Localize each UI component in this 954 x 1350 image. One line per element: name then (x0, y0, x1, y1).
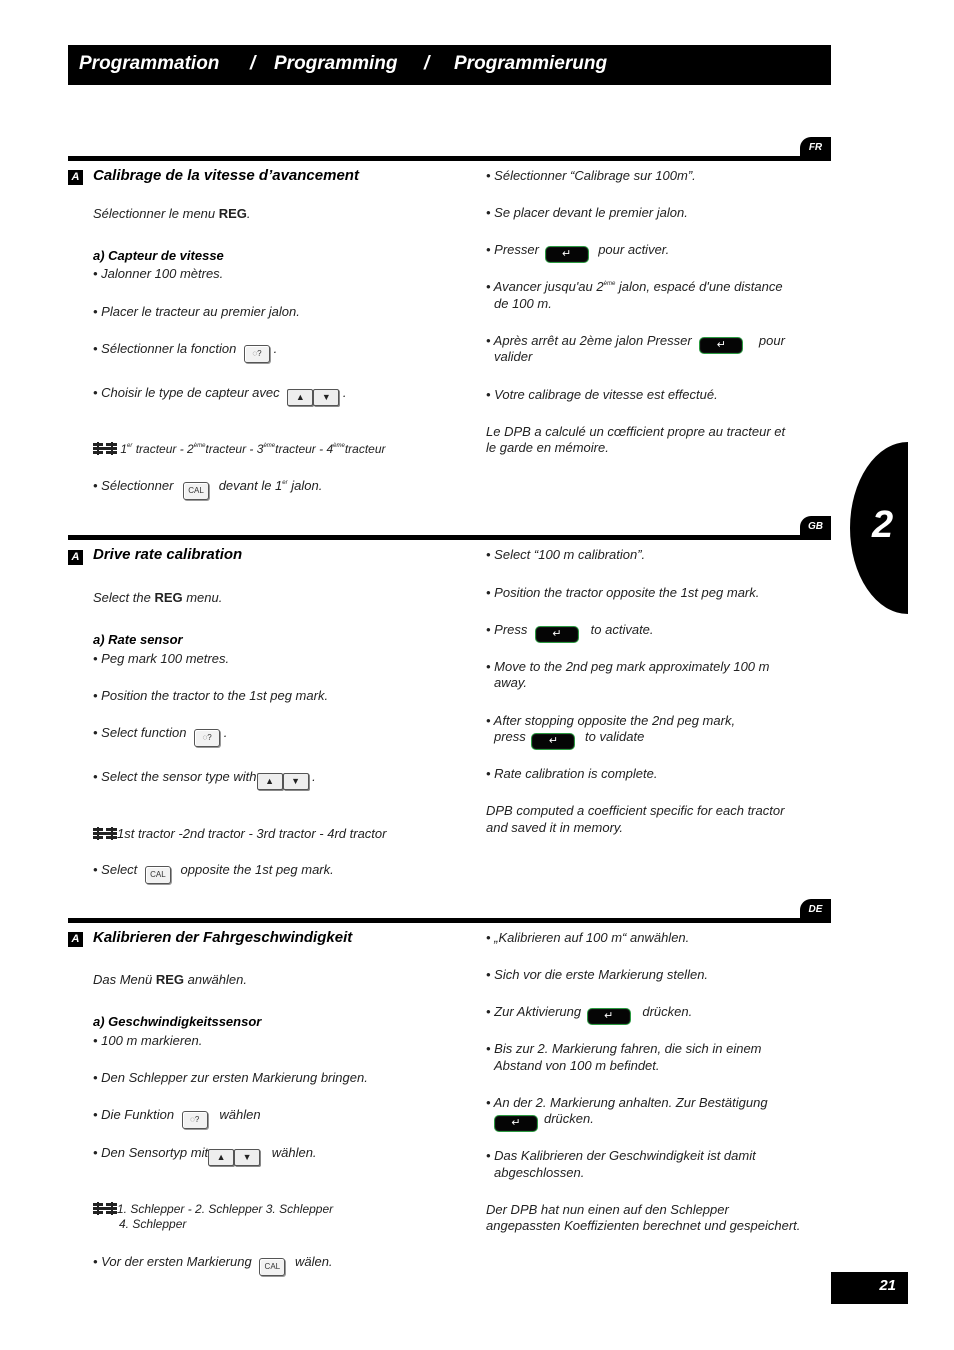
section-rule-gb (68, 535, 831, 540)
subheading-gb: a) Rate sensor (93, 632, 183, 647)
header-title-fr: Programmation (79, 53, 220, 74)
arrow-up-icon: ▲ (257, 773, 283, 790)
lang-badge-fr: FR (800, 137, 831, 158)
step-text: • Das Kalibrieren der Geschwindigkeit ist damit (486, 1148, 756, 1163)
header-title-gb: Programming (274, 53, 398, 74)
cal-key-icon: CAL (183, 482, 209, 500)
arrow-keys-icon (257, 772, 309, 790)
arrow-keys-icon (208, 1148, 260, 1166)
tractor-select-icon (93, 1202, 117, 1215)
step-text: • Choisir le type de capteur avec ▲ ▼ . (93, 385, 347, 403)
step-text: • Vor der ersten Markierung CAL wälen. (93, 1254, 333, 1273)
step-text: • Position the tractor to the 1st peg mark. (93, 688, 329, 703)
enter-key-icon: ↵ (535, 626, 579, 643)
note-text: angepassten Koeffizienten berechnet und gespeichert. (486, 1218, 801, 1233)
tractor-line-de: 1. Schlepper - 2. Schlepper 3. Schlepper (93, 1200, 333, 1217)
note-text: Der DPB hat nun einen auf den Schlepper (486, 1202, 729, 1217)
note-text: DPB computed a coefficient specific for each tractor (486, 803, 785, 818)
section-title-gb: Drive rate calibration (93, 546, 243, 563)
tractor-line-gb: 1st tractor -2nd tractor - 3rd tractor - 4rd tractor (93, 825, 386, 842)
step-text: de 100 m. (494, 296, 552, 311)
cal-key-icon: CAL (145, 866, 171, 884)
step-text: • Sich vor die erste Markierung stellen. (486, 967, 709, 982)
step-text: press ↵ to validate (494, 729, 644, 747)
step-text: abgeschlossen. (494, 1165, 585, 1180)
enter-key-icon: ↵ (531, 733, 575, 750)
section-title-de: Kalibrieren der Fahrgeschwindigkeit (93, 929, 353, 946)
header-separator: / (424, 53, 430, 74)
tractor-select-icon (93, 442, 117, 455)
lang-badge-de: DE (800, 899, 831, 920)
step-text: • Press ↵ to activate. (486, 622, 654, 640)
tractor-line-fr: 1er tracteur - 2èmetracteur - 3èmetracteur - 4èmetracteur (93, 440, 386, 457)
step-text: • Après arrêt au 2ème jalon Presser ↵ pour (486, 333, 785, 351)
section-letter-de: A (68, 932, 83, 947)
step-text: valider (494, 349, 533, 364)
step-text: • Sélectionner “Calibrage sur 100m”. (486, 168, 696, 183)
step-text: • Avancer jusqu'au 2ème jalon, espacé d'une distance (486, 279, 783, 294)
page-number: 21 (831, 1272, 908, 1304)
step-text: • Bis zur 2. Markierung fahren, die sich in einem (486, 1041, 762, 1056)
menu-instruction-gb: Select the REG menu. (93, 590, 223, 605)
step-text: • Den Schlepper zur ersten Markierung bringen. (93, 1070, 368, 1085)
step-text: • Position the tractor opposite the 1st peg mark. (486, 585, 760, 600)
step-text: away. (494, 675, 527, 690)
step-text: • After stopping opposite the 2nd peg mark, (486, 713, 736, 728)
step-text: • Die Funktion ◌? wählen (93, 1107, 261, 1126)
note-text: and saved it in memory. (486, 820, 624, 835)
step-text: Abstand von 100 m befindet. (494, 1058, 660, 1073)
note-text: le garde en mémoire. (486, 440, 609, 455)
step-text: • An der 2. Markierung anhalten. Zur Bestätigung (486, 1095, 768, 1110)
step-text: • Sélectionner la fonction ◌? . (93, 341, 277, 360)
arrow-down-icon: ▼ (313, 389, 339, 406)
page-header-bar (68, 45, 831, 85)
subheading-fr: a) Capteur de vitesse (93, 248, 224, 263)
arrow-keys-icon (287, 388, 339, 406)
header-separator: / (250, 53, 256, 74)
menu-instruction-de: Das Menü REG anwählen. (93, 972, 247, 987)
step-text: • Placer le tracteur au premier jalon. (93, 304, 300, 319)
step-text: • Presser ↵ pour activer. (486, 242, 669, 260)
step-text: • Select CAL opposite the 1st peg mark. (93, 862, 334, 881)
step-text: • Votre calibrage de vitesse est effectué. (486, 387, 718, 402)
lang-badge-gb: GB (800, 516, 831, 537)
subheading-de: a) Geschwindigkeitssensor (93, 1014, 262, 1029)
section-letter-fr: A (68, 170, 83, 185)
section-rule-fr (68, 156, 831, 161)
enter-key-icon: ↵ (494, 1115, 538, 1132)
tractor-select-icon (93, 827, 117, 840)
chapter-number: 2 (872, 504, 894, 546)
sensor-function-icon: ◌? (182, 1111, 208, 1129)
step-text: • Select the sensor type with ▲ ▼ . (93, 769, 316, 787)
tractor-line-de: 4. Schlepper (119, 1217, 187, 1231)
enter-key-icon: ↵ (545, 246, 589, 263)
step-text: • Den Sensortyp mit ▲ ▼ wählen. (93, 1145, 317, 1163)
arrow-down-icon: ▼ (283, 773, 309, 790)
step-text: • Peg mark 100 metres. (93, 651, 230, 666)
step-text: • Select “100 m calibration”. (486, 547, 646, 562)
section-rule-de (68, 918, 831, 923)
step-text: • Rate calibration is complete. (486, 766, 658, 781)
step-text: • Move to the 2nd peg mark approximately 100 m (486, 659, 770, 674)
step-text: • Zur Aktivierung ↵ drücken. (486, 1004, 692, 1022)
step-text: • Select function ◌? . (93, 725, 227, 744)
sensor-function-icon: ◌? (244, 345, 270, 363)
menu-instruction-fr: Sélectionner le menu REG. (93, 206, 251, 221)
header-title-de: Programmierung (454, 53, 608, 74)
arrow-down-icon: ▼ (234, 1149, 260, 1166)
section-letter-gb: A (68, 550, 83, 565)
arrow-up-icon: ▲ (208, 1149, 234, 1166)
step-text: • Jalonner 100 mètres. (93, 266, 224, 281)
step-text: • 100 m markieren. (93, 1033, 203, 1048)
section-title-fr: Calibrage de la vitesse d’avancement (93, 167, 359, 184)
step-text: ↵ drücken. (494, 1111, 594, 1129)
enter-key-icon: ↵ (587, 1008, 631, 1025)
note-text: Le DPB a calculé un cœfficient propre au tracteur et (486, 424, 786, 439)
cal-key-icon: CAL (259, 1258, 285, 1276)
step-text: • „Kalibrieren auf 100 m“ anwählen. (486, 930, 690, 945)
step-text: • Sélectionner CAL devant le 1er jalon. (93, 478, 322, 497)
step-text: • Se placer devant le premier jalon. (486, 205, 688, 220)
sensor-function-icon: ◌? (194, 729, 220, 747)
chapter-tab (850, 442, 908, 614)
enter-key-icon: ↵ (699, 337, 743, 354)
arrow-up-icon: ▲ (287, 389, 313, 406)
